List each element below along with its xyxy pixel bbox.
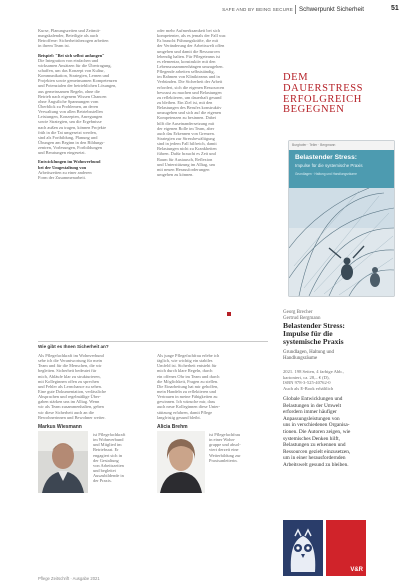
text-line: sowie Strategien, um die Ergebnisse — [38, 119, 102, 125]
text-line: Absprachen und regelmäßige Über- — [38, 394, 101, 400]
book-title — [283, 322, 405, 347]
journal-name: SAFE AND BY BEING SECURE — [222, 7, 293, 12]
text-line: nach außen zu tragen, können Projekte — [38, 124, 107, 130]
text-line: Belastungen des Berufes konstruktiv — [157, 105, 222, 111]
text-line: nungskalender, Beteiligte als auch — [38, 33, 99, 39]
text-line: mich, Abläufe klar zu strukturieren, — [38, 373, 101, 379]
text-line: ein offenes Ohr im Team und durch — [157, 373, 220, 379]
person-2-caption — [209, 432, 267, 463]
caption-line: engagiert sich in — [93, 452, 123, 458]
text-line: auch neue Kolleginnen diese Unter- — [157, 404, 221, 410]
book-meta-line: Auch als E-Book erhältlich — [283, 385, 334, 391]
text-line: Form der Zusammenarbeit. — [38, 174, 86, 180]
text-line: Strategien zur Stressbewältigung — [157, 135, 215, 141]
caption-line: viert derzeit eine — [209, 447, 239, 453]
text-line: wirksamen Ansätzen für die Übertragung, — [38, 62, 112, 68]
publisher-vr-logo — [326, 520, 366, 576]
book-desc-line: tionen. Die Autoren zeigen, wie — [283, 428, 351, 435]
caption-line: Praxisanleiterin. — [209, 457, 238, 463]
text-line: begleiten. Sicherheit bedeutet für — [38, 368, 97, 374]
sidebar-title-line: DAUERSTRESS — [283, 82, 364, 94]
text-line: zu bleiben. Ein Ziel ist, mit den — [157, 99, 213, 105]
text-line: schaffen, um das Konzept von Kultur, — [38, 67, 105, 73]
book-title-line: systemische Praxis — [283, 337, 344, 347]
text-line: Verwaltung von allen Betriebsstellen — [38, 109, 103, 115]
text-line: gewinnen. Ich wünsche mir, dass — [157, 399, 216, 405]
text-line: in ihrem Team ist. — [38, 43, 70, 49]
text-line: hilft die Auseinandersetzung mit — [157, 120, 215, 126]
text-line: Überblick zu Problemen, an deren — [38, 103, 99, 109]
book-meta-line: ISBN 978-3-525-40762-0 — [283, 380, 331, 386]
person-1-caption — [93, 432, 149, 483]
text-line: mit neuen Herausforderungen — [157, 166, 210, 172]
text-line: im Rahmen von Klinikteams und in — [157, 74, 220, 80]
caption-line: von Arbeitszeiten — [93, 462, 124, 468]
book-cover-subtitle: Impulse für die systemische Praxis — [295, 163, 363, 168]
text-line: kompetenter, als es jemals der Fall war. — [157, 33, 227, 39]
caption-line: und Mitglied im — [93, 442, 122, 448]
text-line: oder mehr Aufmerksamkeit bei sich — [157, 28, 220, 33]
book-desc-line: uns in verschiedenen Organisa- — [283, 422, 350, 429]
end-mark — [227, 312, 231, 316]
text-line: umzugehen und sich auf die eigenen — [157, 110, 222, 116]
article-column-1 — [38, 28, 148, 318]
text-line: Eine gute Dokumentation, verlässliche — [38, 388, 107, 394]
book-desc-line: Arbeitswelt gesund zu bleiben. — [283, 461, 349, 468]
text-line: Raum für Austausch, Reflexion — [157, 156, 213, 162]
text-line: führen. Dafür braucht es Zeit und — [157, 151, 216, 157]
text-line: Als junge Pflegefachfrau erlebe ich — [157, 353, 220, 358]
text-line: und Potenzialen der betrieblichen Lösungen, — [38, 83, 117, 89]
text-line: zentren, Vorlesungen, Fortbildungen — [38, 145, 102, 151]
text-line: und Beratungen eingesetzt. — [38, 150, 86, 156]
text-line: die Möglichkeit, Fragen zu stellen. — [157, 378, 219, 384]
text-line: und Fehler als Lernchance zu sehen. — [38, 383, 102, 389]
caption-line: in einer Wohn- — [209, 437, 236, 443]
caption-line: und begleitet — [93, 467, 116, 473]
publisher-mark: V&R — [350, 567, 363, 573]
text-line: ohne Ängstliche Spannungen vom — [38, 98, 99, 104]
caption-line: Weiterbildung zur — [209, 452, 241, 458]
page-footer: Pflege Zeitschrift · Ausgabe 2021 — [38, 576, 100, 581]
caption-line: ist Pflegefachfrau — [209, 432, 241, 437]
book-subtitle-line: Grundlagen, Haltung und — [283, 350, 334, 355]
book-metadata — [283, 369, 405, 391]
book-description — [283, 396, 405, 469]
text-line: mich durch klare Regeln, durch — [157, 368, 213, 374]
author-name: Georg Brecher — [283, 310, 313, 315]
text-line: Die Integration von einfachen und — [38, 57, 99, 63]
text-line: Kommunikation, Strategien, Lernen und — [38, 73, 110, 79]
author-name: Gertrud Bergmann — [283, 316, 321, 321]
book-desc-line: systemisches Denken hilft, — [283, 435, 340, 442]
caption-line: Auszubildende in — [93, 473, 124, 479]
interview-question: Wie gibt es Ihnen Sicherheit an? — [38, 344, 109, 349]
publisher-owl-logo — [283, 520, 323, 576]
text-line: wir als Team zusammenhalten, geben — [38, 404, 104, 410]
text-line: Arbeitszeiten zu einer anderen — [38, 169, 92, 175]
text-line: zu reflektieren, um dauerhaft gesund — [157, 94, 222, 100]
text-line: der Veränderung der Arbeitswelt offen — [157, 43, 225, 49]
text-line: Leistungen, Konzepten, Anregungen — [38, 114, 103, 120]
statement-column-1 — [38, 353, 148, 423]
caption-line: der Praxis. — [93, 478, 112, 484]
statement-column-2 — [157, 353, 267, 423]
section-title: Schwerpunkt Sicherheit — [299, 6, 365, 13]
book-meta-line: 2021. 198 Seiten, 4 farbige Abb., — [283, 369, 344, 374]
person-1-photo — [38, 431, 88, 493]
text-line: es elementar, konstruktiv mit den — [157, 58, 216, 64]
text-line: Belastungen nicht zu Krankheiten — [157, 146, 217, 152]
text-line: Lebenszusammenhängen umzugehen. — [157, 63, 224, 69]
text-line: früh in die Tat umgesetzt werden, — [38, 129, 97, 135]
text-line: stützung erfahren, damit Pflege — [157, 409, 213, 415]
text-line: und Unterstützung im Alltag, um — [157, 161, 215, 167]
book-cover-photo — [289, 188, 394, 296]
text-line: Projekten sowie gemeinsamen Kompetenzen — [38, 78, 117, 84]
text-line: mein Handeln zu reflektieren und — [157, 388, 217, 394]
text-line: sind als Fortbildung, Planung und — [38, 134, 98, 140]
text-line: langfristig gesund bleibt. — [157, 414, 201, 420]
text-line: gaben stärken uns im Alltag. Wenn — [38, 399, 100, 405]
text-line: aus gemeinsamen Regeln, ohne die — [38, 88, 100, 94]
book-cover-tagline: Grundlagen · Haltung und Handlungsräume — [295, 172, 357, 176]
owl-icon — [283, 520, 323, 576]
text-line: Bewohnerinnen und Bewohner weiter. — [38, 414, 106, 420]
header-divider — [295, 5, 296, 14]
text-line: Die Einarbeitung hat mir geholfen, — [157, 383, 219, 389]
book-desc-line: Belastungen zu erkennen und — [283, 442, 346, 449]
caption-line: im Wohnverbund — [93, 437, 124, 443]
sidebar-title-line: ERFOLGREICH — [283, 93, 362, 105]
book-desc-line: um in einer herausfordernden — [283, 455, 346, 462]
book-subtitle-line: Handlungsräume — [283, 356, 318, 361]
text-line: Übungen am Beginn in den Bildungs- — [38, 139, 105, 145]
book-desc-line: Anpassungsleistungen von — [283, 415, 340, 422]
text-line: lebendig halten. Für Pflegeteams ist — [157, 53, 221, 59]
text-line: mit Kolleginnen offen zu sprechen — [38, 378, 99, 384]
section-divider — [38, 341, 268, 342]
caption-line: gruppe und absol- — [209, 442, 241, 448]
book-cover-title: Belastender Stress: — [295, 154, 357, 161]
sidebar-title — [283, 73, 403, 116]
sidebar-title-line: BEGEGNEN — [283, 104, 345, 116]
text-line: erfordert, sich die eigenen Ressourcen — [157, 84, 225, 90]
text-line: Beispiel: "Bei sich selbst anfangen" — [38, 52, 105, 58]
person-1-name: Markus Wiesmann — [38, 424, 82, 430]
book-cover-series: Burghofer · Teller · Bergmann — [292, 143, 336, 147]
caption-line: ist Pflegefachkraft — [93, 432, 126, 437]
text-line: umgehen und damit die Ressourcen — [157, 48, 220, 54]
text-line: bewusst zu machen und Belastungen — [157, 89, 222, 95]
text-line: Kompetenzen zu besinnen. Dabei — [157, 115, 217, 121]
person-2-photo — [157, 431, 205, 493]
caption-line: Betriebsrat. Er — [93, 447, 119, 453]
text-line: umgehen zu können. — [157, 171, 194, 177]
text-line: der eigenen Rolle im Team, aber — [157, 125, 215, 131]
text-line: Pflegende arbeiten selbstständig, — [157, 69, 215, 75]
text-line: bei der Umgestaltung von — [38, 164, 87, 170]
book-desc-line: Ressourcen gezielt einzusetzen, — [283, 448, 351, 455]
text-line: Vertrauen in meine Fähigkeiten zu — [157, 394, 218, 400]
book-cover — [289, 141, 394, 296]
book-subtitle — [283, 350, 405, 362]
person-2-name: Alicia Brehm — [157, 424, 188, 430]
book-desc-line: Belastungen in der Umwelt — [283, 402, 342, 409]
text-line: auch das Erkennen von Grenzen. — [157, 130, 215, 136]
text-line: Kurse, Planungszeiten und Zeitmit- — [38, 28, 101, 33]
text-line: Betrieb nach eigenem Wissen Chancen — [38, 93, 107, 99]
book-title-line: Belastender Stress: — [283, 321, 345, 330]
person-2-portrait — [157, 431, 205, 493]
text-line: Als Pflegefachkraft im Wohnverbund — [38, 353, 104, 358]
sidebar-title-line: DEM — [283, 72, 309, 83]
book-title-line: Impulse für die — [283, 329, 333, 339]
book-desc-line: erfordern immer häufiger — [283, 409, 337, 416]
text-line: Team und für die Menschen, die wir — [38, 363, 102, 369]
book-desc-line: Globale Entwicklungen und — [283, 396, 343, 402]
text-line: Es braucht Führungskräfte, die mit — [157, 38, 219, 44]
text-line: Verbünden. Die Sicherheit der Arbeit — [157, 79, 223, 85]
caption-line: der Gestaltung — [93, 457, 119, 463]
text-line: sehe ich die Verantwortung für mein — [38, 358, 102, 364]
text-line: Umfeld ist. Sicherheit entsteht für — [157, 363, 217, 369]
text-line: täglich, wie wichtig ein stabiles — [157, 358, 213, 364]
text-line: Entwicklungen im Wohnverbund — [38, 159, 101, 165]
article-column-2 — [157, 28, 267, 318]
book-meta-line: kartoniert, ca. 28,– € (D), — [283, 374, 330, 380]
text-line: Betroffene: Sicherheitsbezogen arbeiten — [38, 38, 109, 44]
person-1-portrait — [38, 431, 88, 493]
text-line: wir diese Sicherheit auch an die — [38, 409, 94, 415]
page-number: 51 — [391, 5, 399, 12]
text-line: sind in jedem Fall hilfreich, damit — [157, 141, 217, 147]
